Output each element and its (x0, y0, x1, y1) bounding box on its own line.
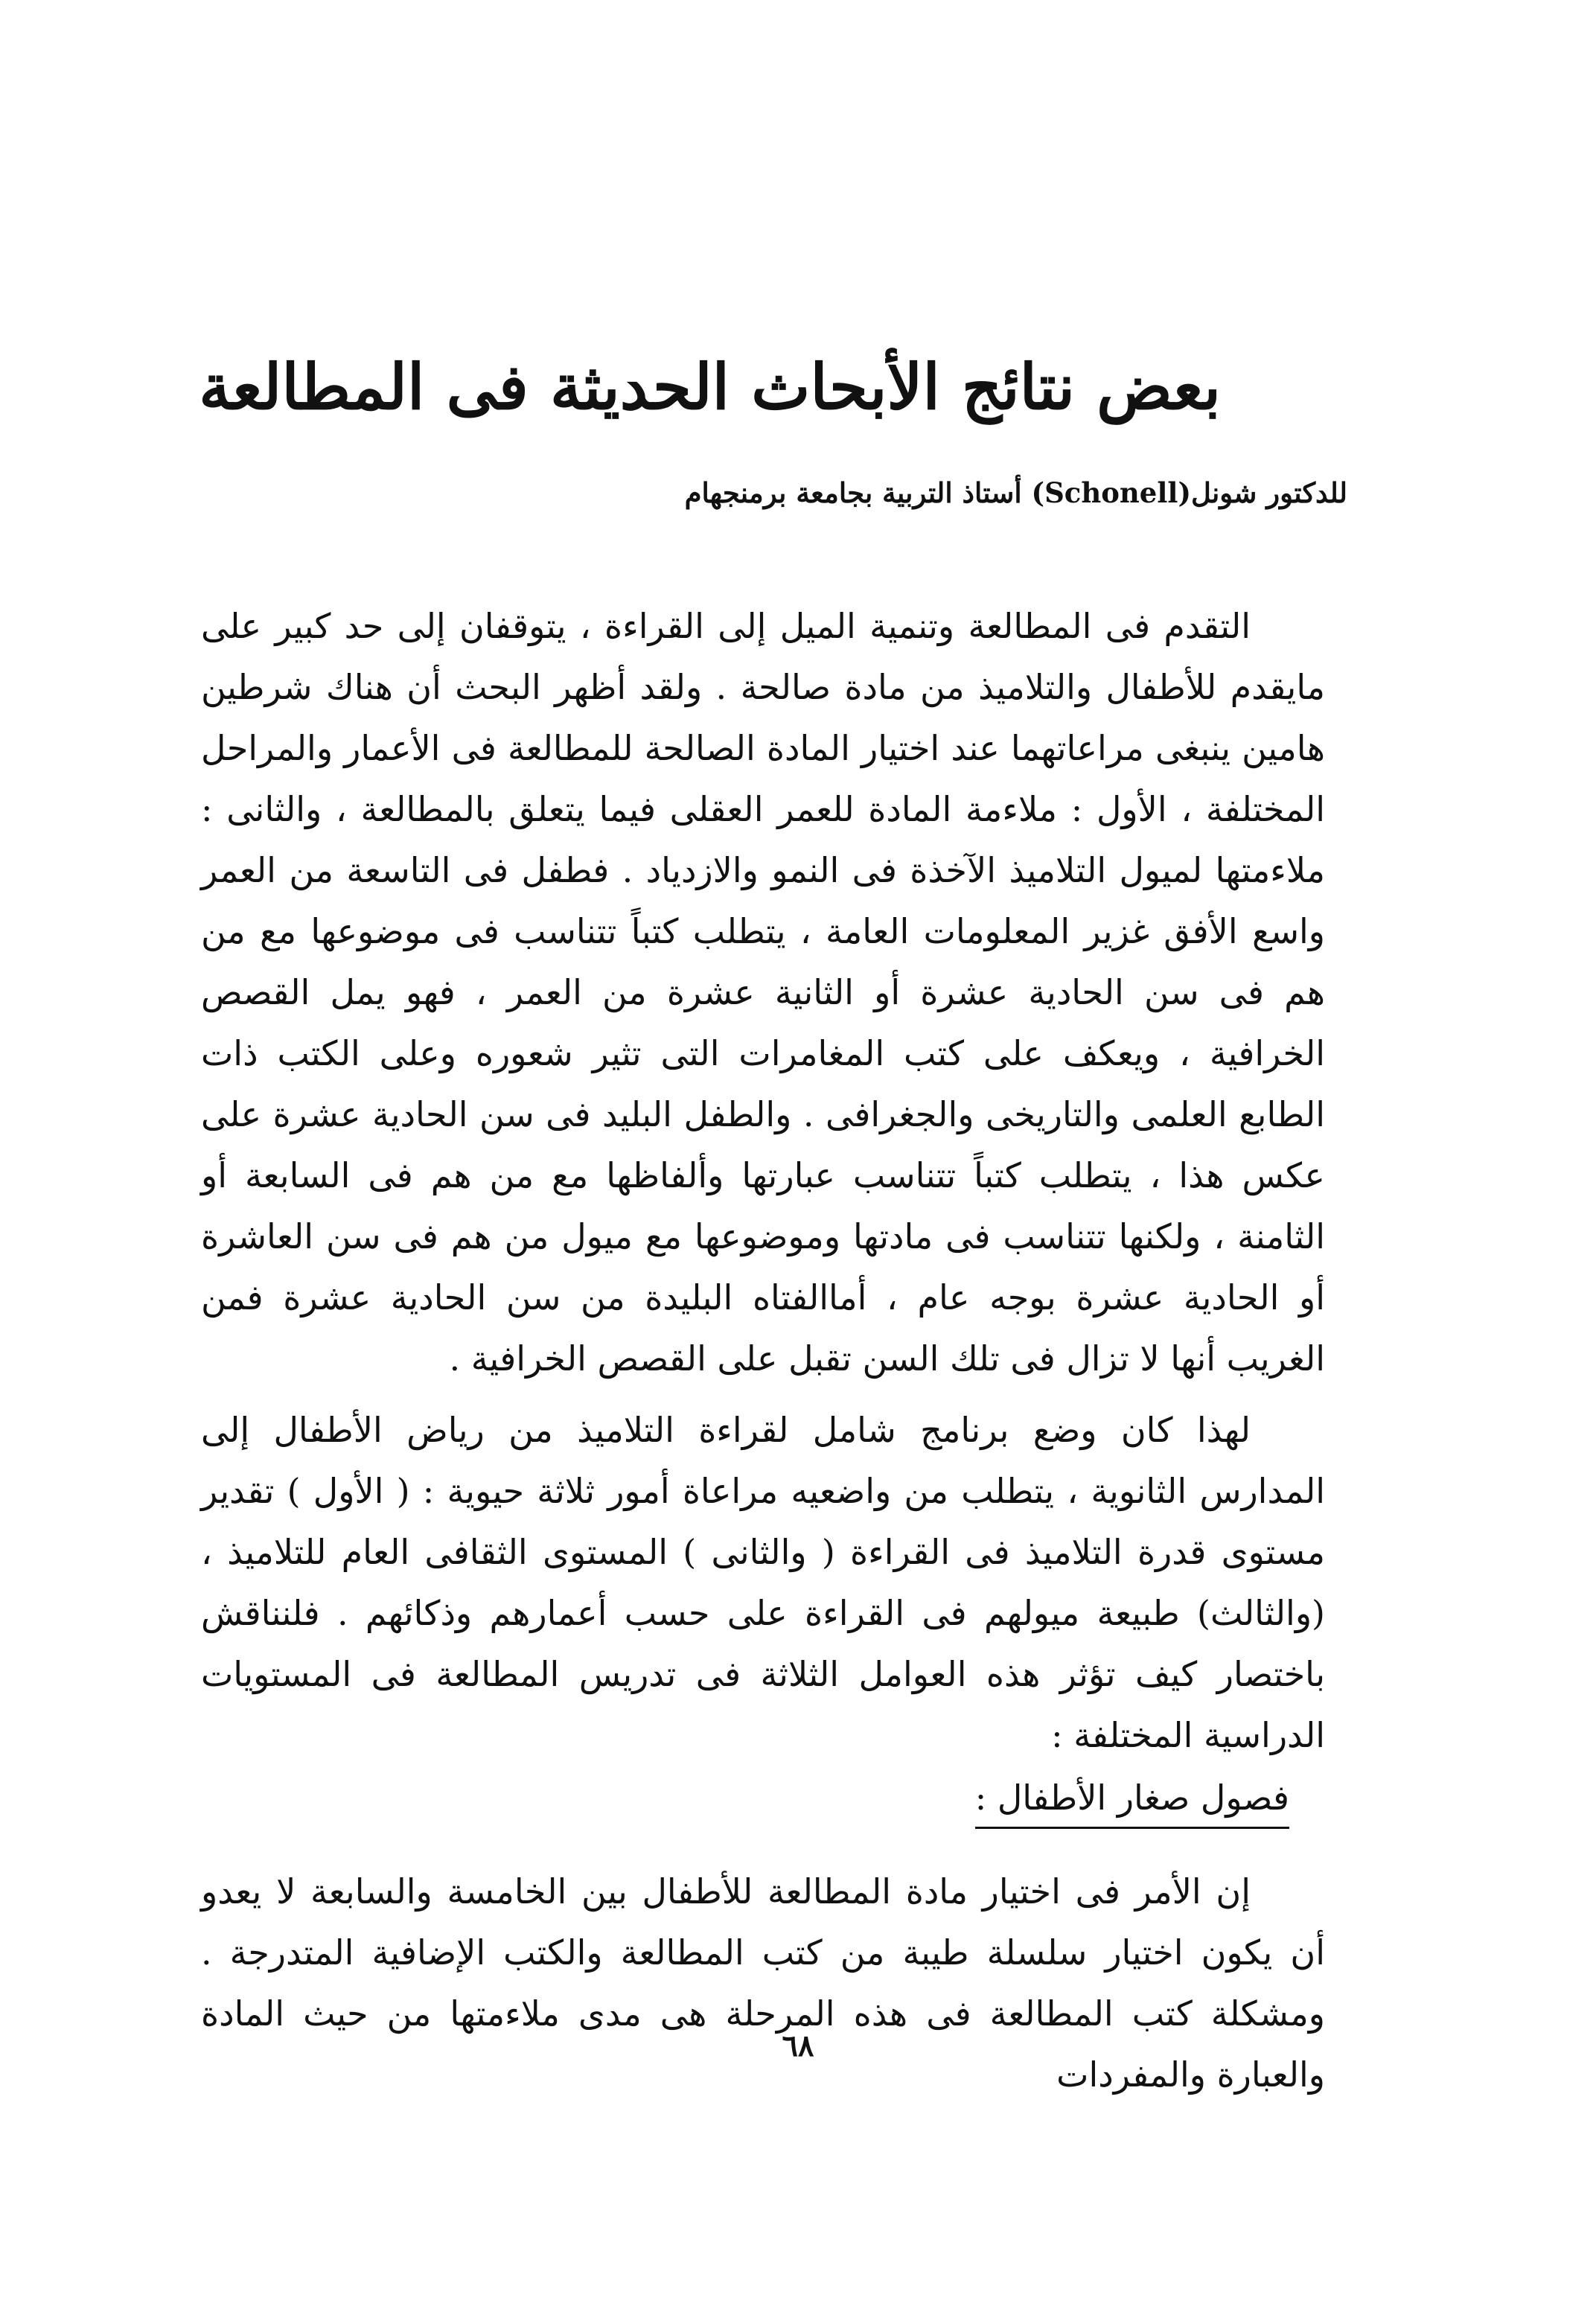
author-byline: للدكتور شونل(Schonell) أستاذ التربية بجامعة برمنجهام (684, 476, 1347, 509)
section-heading: فصول صغار الأطفال : (975, 1772, 1289, 1829)
paragraph-young-children: إن الأمر فى اختيار مادة المطالعة للأطفال بين الخامسة والسابعة لا يعدو أن يكون اختيار سلسلة طيبة من كتب المطالعة والكتب الإضافية المتدرجة . ومشكلة كتب المطالعة فى هذه المرحلة هى مدى ملاءمتها من حيث المادة والعبارة والمفردات (201, 1871, 1325, 2095)
page-number: ٦٨ (782, 2028, 814, 2063)
paragraph-intro: التقدم فى المطالعة وتنمية الميل إلى القراءة ، يتوقفان إلى حد كبير على مايقدم للأطفال والتلاميذ من مادة صالحة . ولقد أظهر البحث أن هناك شرطين هامين ينبغى مراعاتهما عند اختيار المادة الصالحة للمطالعة فى الأعمار والمراحل المختلفة ، الأول : ملاءمة المادة للعمر العقلى فيما يتعلق بالمطالعة ، والثانى : ملاءمتها لميول التلاميذ الآخذة فى النمو والازدياد . فطفل فى التاسعة من العمر واسع الأفق غزير المعلومات العامة ، يتطلب كتباً تتناسب فى موضوعها مع من هم فى سن الحادية عشرة أو الثانية عشرة من العمر ، فهو يمل القصص الخرافية ، ويعكف على كتب المغامرات التى تثير شعوره وعلى الكتب ذات الطابع العلمى والتاريخى والجغرافى . والطفل البليد فى سن الحادية عشرة على عكس هذا ، يتطلب كتباً تتناسب عبارتها وألفاظها مع من هم فى السابعة أو الثامنة ، ولكنها تتناسب فى مادتها وموضوعها مع ميول من هم فى سن العاشرة أو الحادية عشرة بوجه عام ، أماالفتاه البليدة من سن الحادية عشرة فمن الغريب أنها لا تزال فى تلك السن تقبل على القصص الخرافية . (201, 606, 1325, 1379)
paragraph-program: لهذا كان وضع برنامج شامل لقراءة التلاميذ من رياض الأطفال إلى المدارس الثانوية ، يتطلب من واضعيه مراعاة أمور ثلاثة حيوية : ( الأول ) تقدير مستوى قدرة التلاميذ فى القراءة ( والثانى ) المستوى الثقافى العام للتلاميذ ، (والثالث) طبيعة ميولهم فى القراءة على حسب أعمارهم وذكائهم . فلنناقش باختصار كيف تؤثر هذه العوامل الثلاثة فى تدريس المطالعة فى المستويات الدراسية المختلفة : (201, 1410, 1325, 1755)
article-title: بعض نتائج الأبحاث الحديثة فى المطالعة (199, 350, 1221, 424)
